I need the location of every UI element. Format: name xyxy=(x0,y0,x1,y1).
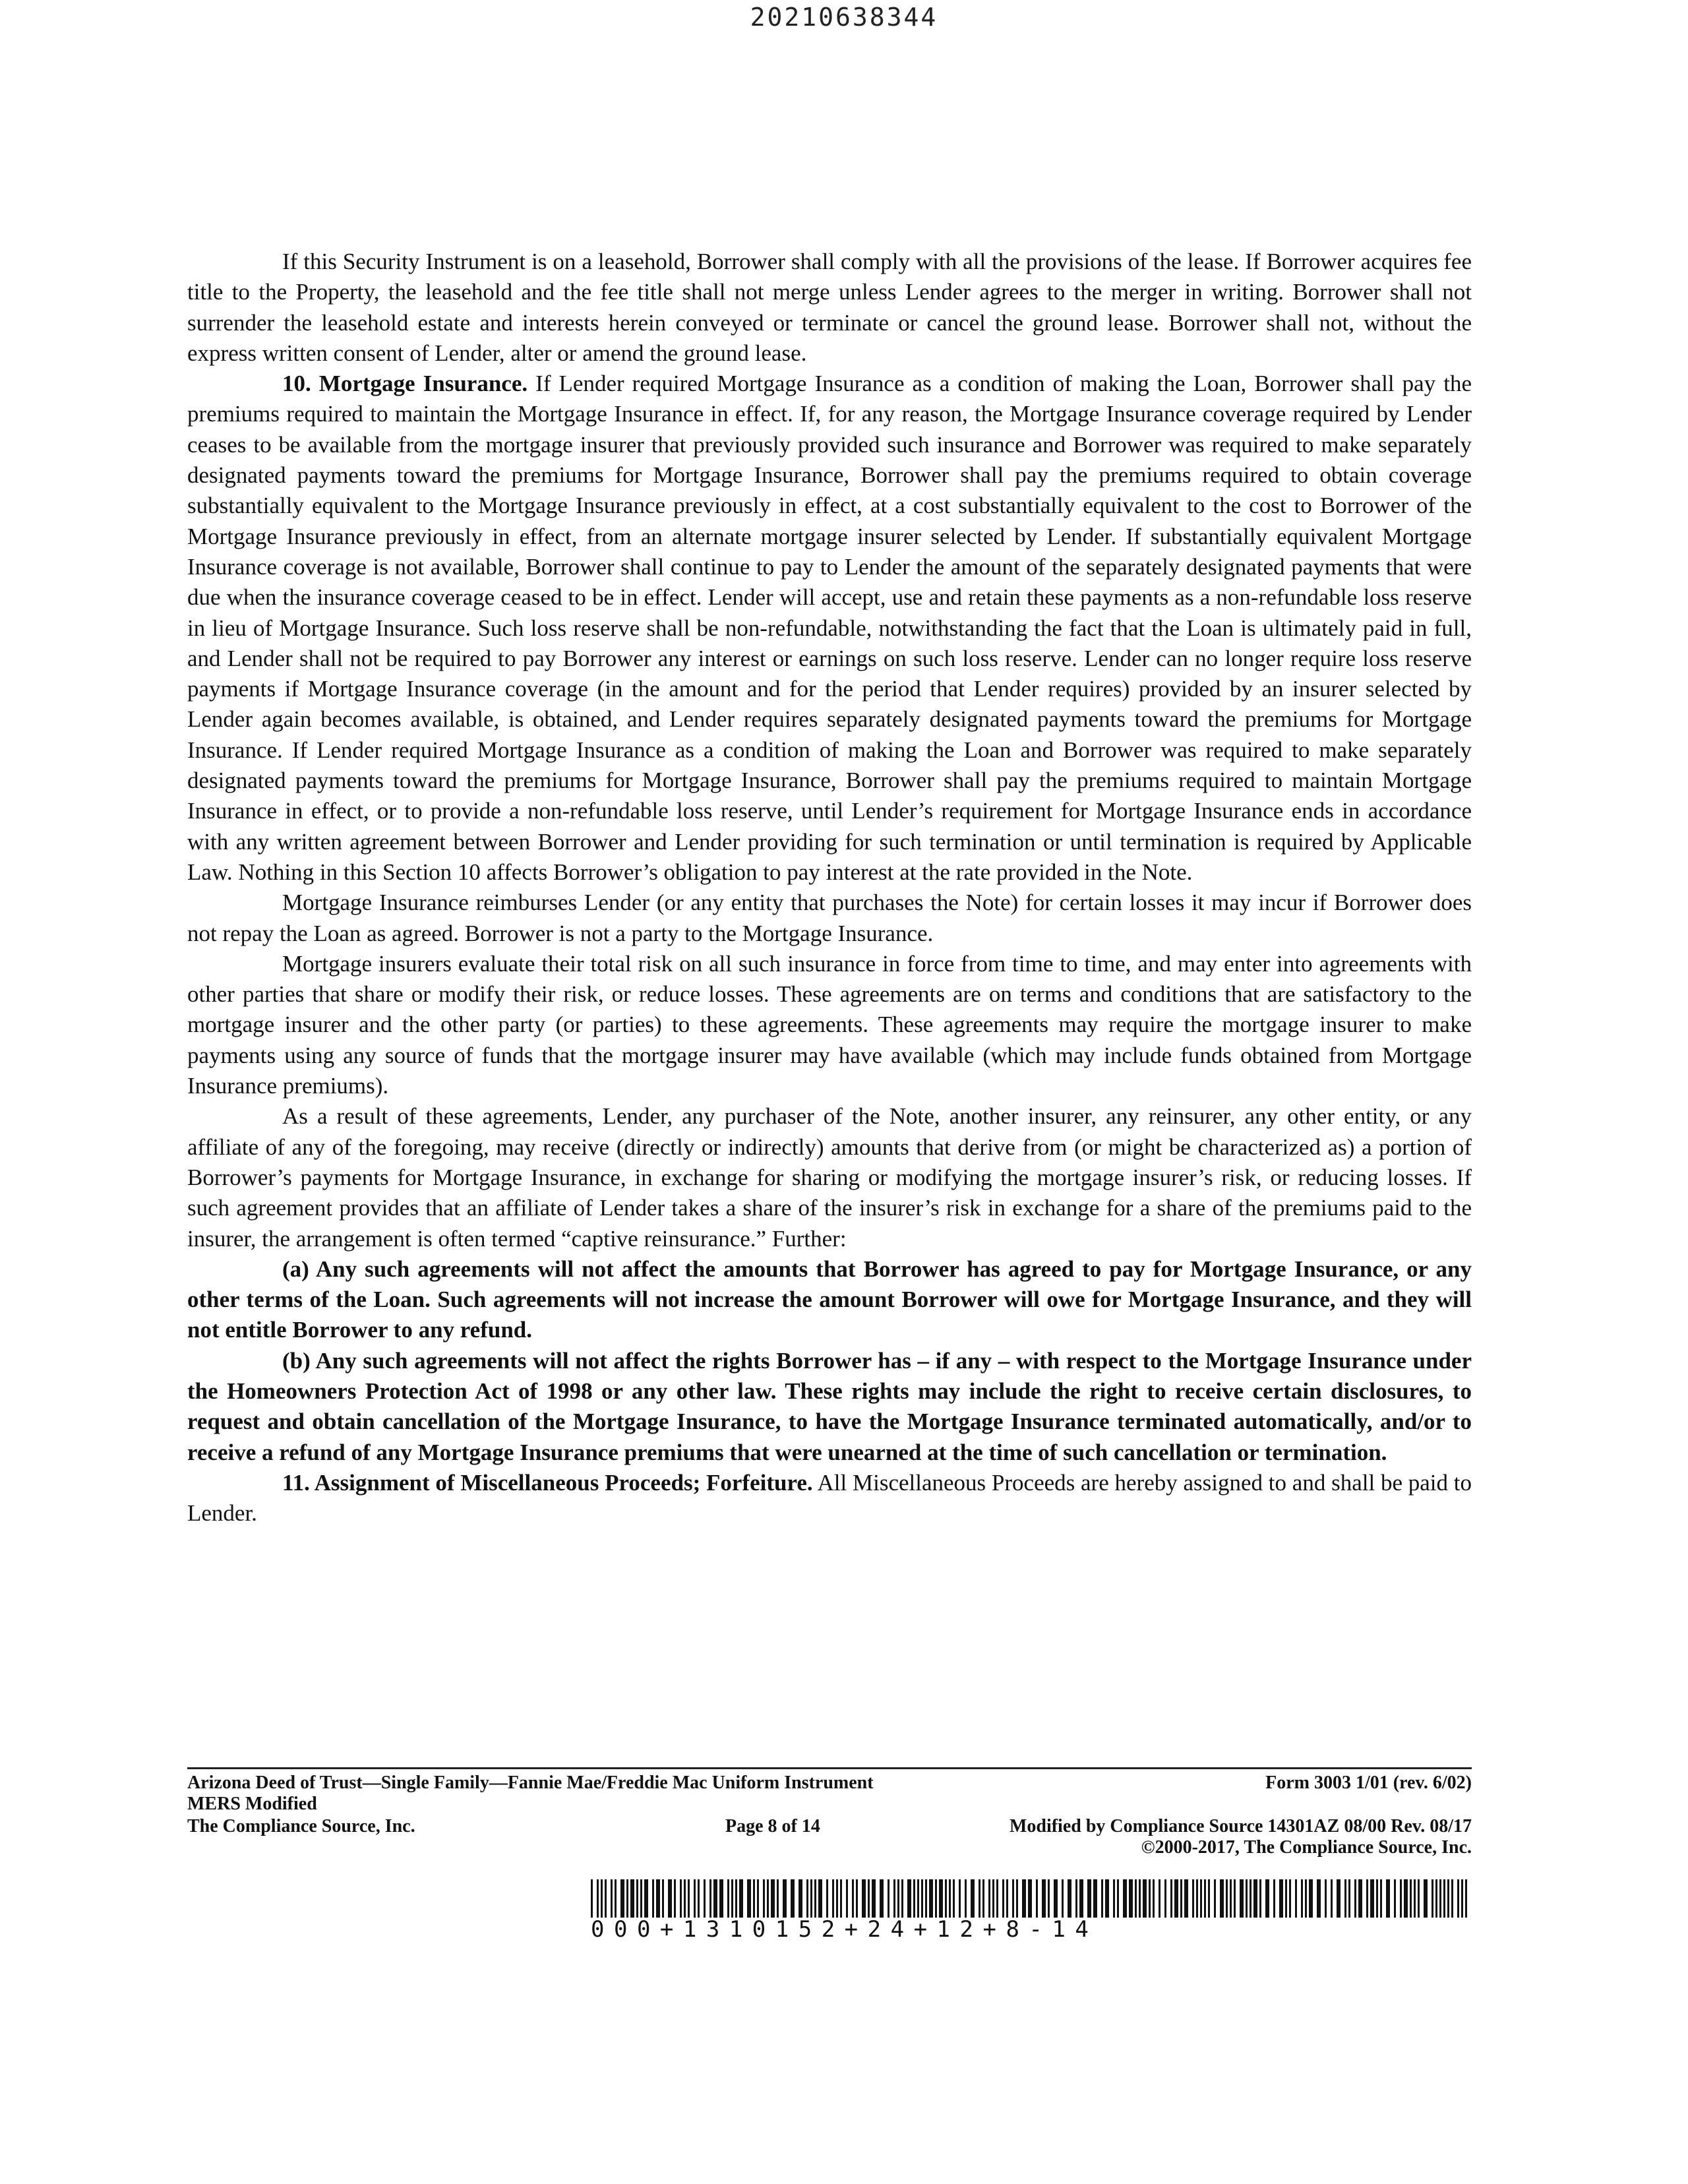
barcode-bar xyxy=(901,1879,903,1918)
page-number: Page 8 of 14 xyxy=(725,1816,820,1836)
barcode-bar xyxy=(1366,1879,1368,1918)
barcode-bar xyxy=(907,1879,911,1918)
barcode-bar xyxy=(620,1879,624,1918)
barcode-bar xyxy=(1143,1879,1147,1918)
barcode-bar xyxy=(945,1879,947,1918)
company-name: The Compliance Source, Inc. xyxy=(187,1816,415,1836)
barcode-bar xyxy=(846,1879,848,1918)
barcode-bar xyxy=(1220,1879,1224,1918)
barcode-bar xyxy=(719,1879,723,1918)
barcode-bar xyxy=(1234,1879,1236,1918)
section-11-paragraph xyxy=(187,1468,1472,1529)
barcode-bar xyxy=(1370,1879,1374,1918)
barcode-bar xyxy=(747,1879,751,1918)
barcode-bar xyxy=(810,1879,812,1918)
barcode-bar xyxy=(630,1879,634,1918)
barcode-bar xyxy=(777,1879,779,1918)
barcode-bar xyxy=(897,1879,899,1918)
barcode-bar xyxy=(1424,1879,1428,1918)
barcode-bar xyxy=(652,1879,654,1918)
barcode-bar xyxy=(1113,1879,1115,1918)
barcode-bar xyxy=(971,1879,975,1918)
barcode-bar xyxy=(591,1879,593,1918)
barcode-bar xyxy=(982,1879,984,1918)
barcode-bar xyxy=(727,1879,729,1918)
barcode-bar xyxy=(1354,1879,1356,1918)
barcode-bar xyxy=(767,1879,769,1918)
barcode-bar xyxy=(783,1879,787,1918)
barcode-bar xyxy=(1400,1879,1402,1918)
barcode-bar xyxy=(818,1879,822,1918)
barcode-bar xyxy=(709,1879,711,1918)
barcode-bar xyxy=(615,1879,617,1918)
barcode-bar xyxy=(1028,1879,1032,1918)
barcode-bar xyxy=(996,1879,998,1918)
barcode-bar xyxy=(921,1879,923,1918)
barcode-bar xyxy=(953,1879,955,1918)
insurers-paragraph: Mortgage insurers evaluate their total risk on all such insurance in force from time to time, and may enter into agreements with other parties that share or modify their risk, or reduce losses. These agreements are on terms and conditions that are satisfactory to the mortgage insurer and the other party (or parties) to these agreements. These agreements may require the mortgage insurer to make payments using any source of funds that the mortgage insurer may have available (which may include funds obtained from Mortgage Insurance premiums). xyxy=(187,950,1472,1099)
barcode-bar xyxy=(832,1879,834,1918)
reimburse-paragraph: Mortgage Insurance reimburses Lender (or any entity that purchases the Note) for certain losses it may incur if Borrower does not repay the Loan as agreed. Borrower is not a party to the Mortgage Insurance. xyxy=(187,890,1472,946)
barcode-bar xyxy=(1139,1879,1141,1918)
barcode-bar xyxy=(791,1879,795,1918)
barcode-bar xyxy=(735,1879,737,1918)
barcode-bar xyxy=(917,1879,919,1918)
barcode-bar xyxy=(1259,1879,1261,1918)
barcode-bar xyxy=(872,1879,876,1918)
result-paragraph: As a result of these agreements, Lender, any purchaser of the Note, another insurer, any reinsurer, any other entity, or any affiliate of any of the foregoing, may receive (directly or indirectly) amounts that derive from (or might be characterized as) a portion of Borrower’s payments for Mortgage Insurance, in exchange for sharing or modifying the mortgage insurer’s risk, or reducing losses. If such agreement provides that an affiliate of Lender takes a share of the insurer’s risk in exchange for a share of the premiums paid to the insurer, the arrangement is often termed “captive reinsurance.” Further: xyxy=(187,1103,1472,1252)
section-11-text: All Miscellaneous Proceeds are hereby assigned to and shall be paid to Lender. xyxy=(187,1469,1472,1527)
barcode-bar xyxy=(1226,1879,1228,1918)
barcode-bar xyxy=(939,1879,943,1918)
document-body xyxy=(187,247,1472,1529)
barcode-bar xyxy=(1180,1879,1182,1918)
barcode-bar xyxy=(680,1879,682,1918)
leasehold-paragraph: If this Security Instrument is on a leasehold, Borrower shall comply with all the provisions of the lease. If Borrower acquires fee title to the Property, the leasehold and the fee title shall not merge unless Lender agrees to the merger in writing. Borrower shall not surrender the leasehold estate and interests herein conveyed or terminate or cancel the ground lease. Borrower shall not, without the express written consent of Lender, alter or amend the ground lease. xyxy=(187,249,1472,366)
barcode-bar xyxy=(840,1879,842,1918)
barcode-bar xyxy=(1054,1879,1058,1918)
barcode-bar xyxy=(698,1879,700,1918)
section-11-heading: 11. Assignment of Miscellaneous Proceeds; Forfeiture. xyxy=(282,1469,813,1496)
barcode-bar xyxy=(1087,1879,1091,1918)
barcode-bar xyxy=(992,1879,994,1918)
barcode-bar xyxy=(1380,1879,1382,1918)
barcode-bar xyxy=(1348,1879,1350,1918)
barcode-bar xyxy=(674,1879,676,1918)
item-b-paragraph: (b) Any such agreements will not affect the rights Borrower has – if any – with respect to the Mortgage Insurance under the Homeowners Protection Act of 1998 or any other law. These rights may include the right to receive certain disclosures, to request and obtain cancellation of the Mortgage Insurance, to have the Mortgage Insurance terminated automatically, and/or to receive a refund of any Mortgage Insurance premiums that were unearned at the time of such cancellation or termination. xyxy=(187,1347,1472,1465)
barcode-bar xyxy=(868,1879,870,1918)
barcode-bar xyxy=(888,1879,889,1918)
barcode-bar xyxy=(1184,1879,1188,1918)
barcode-bar xyxy=(1093,1879,1097,1918)
barcode-bar xyxy=(1016,1879,1018,1918)
copyright: ©2000-2017, The Compliance Source, Inc. xyxy=(1141,1837,1472,1858)
barcode-text: 000+1310152+24+12+8-14 xyxy=(591,1916,1099,1943)
barcode-bar xyxy=(1305,1879,1307,1918)
barcode-bar xyxy=(988,1879,990,1918)
barcode-bar xyxy=(1153,1879,1155,1918)
barcode-bar xyxy=(1002,1879,1004,1918)
barcode-bar xyxy=(1309,1879,1313,1918)
form-title: Arizona Deed of Trust—Single Family—Fannie Mae/Freddie Mac Uniform Instrument xyxy=(187,1773,874,1793)
barcode-bar xyxy=(640,1879,642,1918)
barcode-bar xyxy=(852,1879,854,1918)
barcode-bar xyxy=(605,1879,607,1918)
barcode-bar xyxy=(1149,1879,1151,1918)
barcode-bar xyxy=(1246,1879,1248,1918)
barcode-bar xyxy=(656,1879,660,1918)
barcode-bar xyxy=(1208,1879,1210,1918)
barcode-bar xyxy=(1105,1879,1109,1918)
barcode-bar xyxy=(1200,1879,1202,1918)
barcode-bar xyxy=(1285,1879,1287,1918)
barcode-bar xyxy=(1250,1879,1251,1918)
barcode-bar xyxy=(1265,1879,1269,1918)
barcode-bar xyxy=(1075,1879,1077,1918)
barcode-bar xyxy=(1204,1879,1206,1918)
barcode-bar xyxy=(1386,1879,1390,1918)
barcode-bar xyxy=(1022,1879,1026,1918)
barcode-bar xyxy=(668,1879,672,1918)
barcode-bar xyxy=(965,1879,967,1918)
barcode-bar xyxy=(1196,1879,1198,1918)
barcode-bar xyxy=(1325,1879,1327,1918)
barcode-bar xyxy=(1432,1879,1433,1918)
barcode-bar xyxy=(1435,1879,1437,1918)
barcode-bar xyxy=(1214,1879,1216,1918)
barcode-bar xyxy=(1344,1879,1346,1918)
barcode-bar xyxy=(1006,1879,1008,1918)
barcode-bar xyxy=(1443,1879,1445,1918)
barcode-bar xyxy=(1317,1879,1321,1918)
barcode-bar xyxy=(814,1879,816,1918)
barcode-bar xyxy=(949,1879,951,1918)
barcode-bar xyxy=(893,1879,895,1918)
section-10-heading: 10. Mortgage Insurance. xyxy=(282,371,528,397)
barcode-bar xyxy=(1295,1879,1297,1918)
barcode-bar xyxy=(1414,1879,1416,1918)
barcode-bar xyxy=(757,1879,759,1918)
barcode-bar xyxy=(739,1879,743,1918)
barcode-bar xyxy=(763,1879,765,1918)
barcode-bar xyxy=(935,1879,937,1918)
barcode-bar xyxy=(880,1879,884,1918)
barcode-bar xyxy=(1129,1879,1133,1918)
barcode-bar xyxy=(1170,1879,1172,1918)
barcode-bar xyxy=(836,1879,838,1918)
barcode-bar xyxy=(1447,1879,1449,1918)
barcode-bar xyxy=(644,1879,648,1918)
barcode-bar xyxy=(1164,1879,1166,1918)
barcode-bar xyxy=(1036,1879,1038,1918)
barcode-bar xyxy=(626,1879,628,1918)
barcode-bar xyxy=(1337,1879,1341,1918)
barcode-bar xyxy=(1418,1879,1420,1918)
barcode-bar xyxy=(1012,1879,1014,1918)
recording-number: 20210638344 xyxy=(750,3,938,32)
barcode-bar xyxy=(1101,1879,1103,1918)
barcode-bar xyxy=(684,1879,686,1918)
barcode-bar xyxy=(1042,1879,1046,1918)
barcode-bar xyxy=(862,1879,866,1918)
barcode-bar xyxy=(1273,1879,1275,1918)
barcode-bar xyxy=(1289,1879,1291,1918)
barcode-bar xyxy=(1159,1879,1160,1918)
barcode-bar xyxy=(1461,1879,1463,1918)
barcode-bar xyxy=(979,1879,980,1918)
barcode-bar xyxy=(688,1879,690,1918)
footer-rule xyxy=(187,1767,1472,1769)
item-a-paragraph: (a) Any such agreements will not affect the amounts that Borrower has agreed to pay for Mortgage Insurance, or any other terms of the Loan. Such agreements will not increase the amount Borrower will owe for Mortgage Insurance, and they will not entitle Borrower to any refund. xyxy=(187,1256,1472,1343)
barcode-bar xyxy=(611,1879,613,1918)
barcode-bar xyxy=(1451,1879,1453,1918)
barcode-bar xyxy=(1174,1879,1178,1918)
barcode-bar xyxy=(704,1879,706,1918)
barcode-bar xyxy=(731,1879,733,1918)
barcode-bar xyxy=(601,1879,603,1918)
barcode-bar xyxy=(1123,1879,1127,1918)
barcode-bar xyxy=(1117,1879,1119,1918)
barcode-bar xyxy=(636,1879,638,1918)
barcode-bar xyxy=(713,1879,717,1918)
barcode-bar xyxy=(597,1879,599,1918)
barcode-bar xyxy=(1230,1879,1232,1918)
footer xyxy=(187,1773,1472,1878)
barcode-bar xyxy=(1240,1879,1244,1918)
barcode-bar xyxy=(1358,1879,1362,1918)
barcode-bar xyxy=(856,1879,858,1918)
barcode-bar xyxy=(826,1879,828,1918)
barcode-bar xyxy=(959,1879,961,1918)
section-10-paragraph xyxy=(187,369,1472,888)
barcode-bar xyxy=(1404,1879,1408,1918)
barcode-bar xyxy=(1192,1879,1194,1918)
modified-by: Modified by Compliance Source 14301AZ 08/00 Rev. 08/17 xyxy=(1009,1816,1472,1836)
section-10-text: If Lender required Mortgage Insurance as a condition of making the Loan, Borrower shall pay the premiums required to maintain the Mortgage Insurance in effect. If, for any reason, the Mortgage Insurance coverage required by Lender ceases to be available from the mortgage insurer that previously provided such insurance and Borrower was required to make separately designated payments toward the premiums for Mortgage Insurance, Borrower shall pay the premiums required to obtain coverage substantially equivalent to the Mortgage Insurance previously in effect, at a cost substantially equivalent to the cost to Borrower of the Mortgage Insurance previously in effect, from an alternate mortgage insurer selected by Lender. If substantially equivalent Mortgage Insurance coverage is not available, Borrower shall continue to pay to Lender the amount of the separately designated payments that were due when the insurance coverage ceased to be in effect. Lender will accept, use and retain these payments as a non-refundable loss reserve in lieu of Mortgage Insurance. Such loss reserve shall be non-refundable, notwithstanding the fact that the Loan is ultimately paid in full, and Lender shall not be required to pay Borrower any interest or earnings on such loss reserve. Lender can no longer require loss reserve payments if Mortgage Insurance coverage (in the amount and for the period that Lender requires) provided by an insurer selected by Lender again becomes available, is obtained, and Lender requires separately designated payments toward the premiums for Mortgage Insurance. If Lender required Mortgage Insurance as a condition of making the Loan and Borrower was required to make separately designated payments toward the premiums for Mortgage Insurance, Borrower shall pay the premiums required to maintain Mortgage Insurance in effect, or to provide a non-refundable loss reserve, until Lender’s requirement for Mortgage Insurance ends in accordance with any written agreement between Borrower and Lender providing for such termination or until termination is required by Applicable Law. Nothing in this Section 10 affects Borrower’s obligation to pay interest at the rate provided in the Note. xyxy=(187,371,1472,885)
barcode-bar xyxy=(1465,1879,1467,1918)
barcode-bar xyxy=(925,1879,927,1918)
barcode-bar xyxy=(1457,1879,1459,1918)
barcode-bar xyxy=(1301,1879,1303,1918)
barcode-bar xyxy=(694,1879,696,1918)
barcode-bar xyxy=(771,1879,775,1918)
mers-label: MERS Modified xyxy=(187,1794,317,1814)
barcode-bar xyxy=(1439,1879,1441,1918)
barcode-bar xyxy=(1376,1879,1378,1918)
barcode-bar xyxy=(1253,1879,1257,1918)
barcode-bar xyxy=(1394,1879,1396,1918)
barcode-bar xyxy=(1331,1879,1333,1918)
barcode xyxy=(591,1879,1472,1918)
barcode-bar xyxy=(662,1879,664,1918)
barcode-bar xyxy=(1279,1879,1283,1918)
barcode-bar xyxy=(1068,1879,1071,1918)
barcode-bar xyxy=(1048,1879,1050,1918)
barcode-bar xyxy=(929,1879,933,1918)
barcode-bar xyxy=(806,1879,808,1918)
barcode-bar xyxy=(1062,1879,1064,1918)
barcode-bar xyxy=(753,1879,755,1918)
barcode-bar xyxy=(1079,1879,1083,1918)
form-number: Form 3003 1/01 (rev. 6/02) xyxy=(1265,1773,1472,1793)
barcode-bar xyxy=(1410,1879,1412,1918)
barcode-bar xyxy=(799,1879,802,1918)
barcode-bar xyxy=(913,1879,915,1918)
barcode-bar xyxy=(1135,1879,1137,1918)
